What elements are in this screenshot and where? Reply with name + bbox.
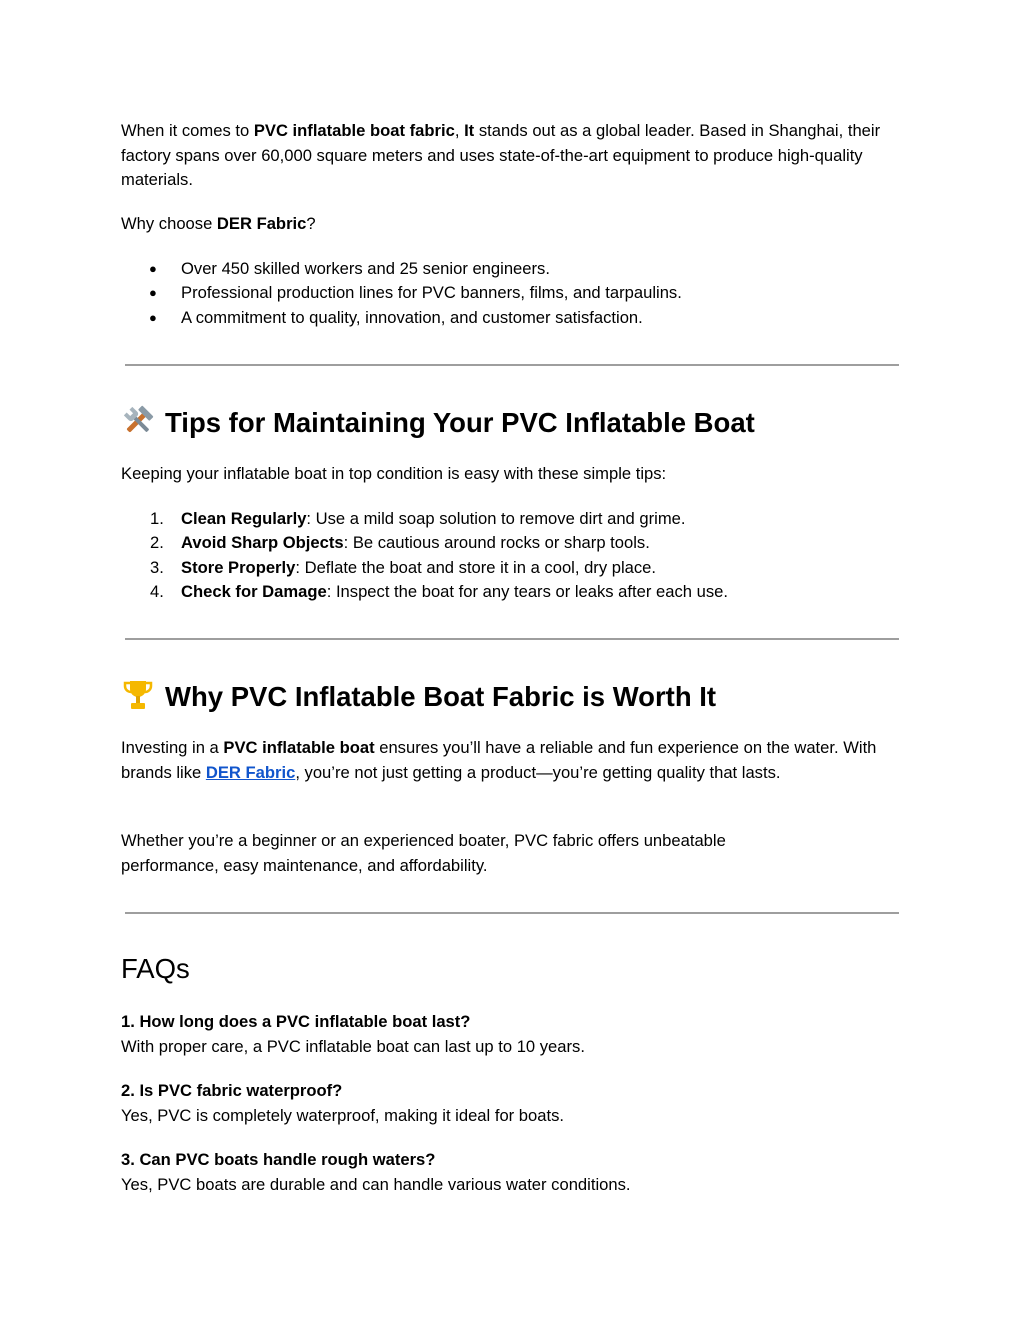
horizontal-divider xyxy=(125,364,899,366)
der-fabric-link[interactable]: DER Fabric xyxy=(205,762,296,782)
bullet-marker: ● xyxy=(149,309,157,325)
list-item: ● Professional production lines for PVC banners, films, and tarpaulins. xyxy=(121,281,682,305)
why-choose-paragraph: Why choose DER Fabric? xyxy=(121,214,316,233)
list-item: 2. Avoid Sharp Objects: Be cautious around rocks or sharp tools. xyxy=(150,533,650,553)
intro-paragraph: When it comes to PVC inflatable boat fabric, It stands out as a global leader. Based in Shanghai, their factory spans over 60,000 square meters and uses state-of-the-art equipment to produce high-quality materials. xyxy=(121,121,881,189)
list-item: ● A commitment to quality, innovation, and customer satisfaction. xyxy=(121,306,682,330)
faq-question: 3. Can PVC boats handle rough waters? xyxy=(121,1150,436,1169)
worth-paragraph-2: Whether you’re a beginner or an experienced boater, PVC fabric offers unbeatable performance, easy maintenance, and affordability. xyxy=(121,831,726,875)
bullet-marker: ● xyxy=(149,261,157,276)
trophy-icon xyxy=(121,679,155,711)
tips-list xyxy=(121,507,728,604)
faq-answer: With proper care, a PVC inflatable boat can last up to 10 years. xyxy=(121,1036,585,1056)
bullet-list xyxy=(121,257,682,330)
faq-answer: Yes, PVC is completely waterproof, making it ideal for boats. xyxy=(121,1105,565,1125)
faq-item xyxy=(121,1010,585,1059)
faq-item xyxy=(121,1148,631,1197)
faq-question: 1. How long does a PVC inflatable boat last? xyxy=(121,1012,471,1031)
horizontal-divider xyxy=(125,638,899,640)
list-item: 1. Clean Regularly: Use a mild soap solution to remove dirt and grime. xyxy=(150,509,686,528)
list-item: ● Over 450 skilled workers and 25 senior engineers. xyxy=(121,257,682,281)
tips-heading: Tips for Maintaining Your PVC Inflatable Boat xyxy=(121,405,755,440)
tools-icon xyxy=(121,405,155,437)
list-item: 4. Check for Damage: Inspect the boat for any tears or leaks after each use. xyxy=(150,581,728,601)
tips-intro: Keeping your inflatable boat in top condition is easy with these simple tips: xyxy=(121,464,667,483)
list-item: 3. Store Properly: Deflate the boat and store it in a cool, dry place. xyxy=(150,557,657,577)
faqs-heading: FAQs xyxy=(121,953,190,984)
worth-paragraph: Investing in a PVC inflatable boat ensures you’ll have a reliable and fun experience on the water. With brands like DER Fabric, you’re not just getting a product—you’re getting quality that lasts. xyxy=(121,738,877,782)
faq-question: 2. Is PVC fabric waterproof? xyxy=(121,1081,343,1100)
bullet-marker: ● xyxy=(149,285,157,301)
faq-answer: Yes, PVC boats are durable and can handle various water conditions. xyxy=(121,1174,631,1194)
horizontal-divider xyxy=(125,912,899,914)
worth-heading: Why PVC Inflatable Boat Fabric is Worth It xyxy=(121,679,716,714)
faq-item xyxy=(121,1079,564,1128)
